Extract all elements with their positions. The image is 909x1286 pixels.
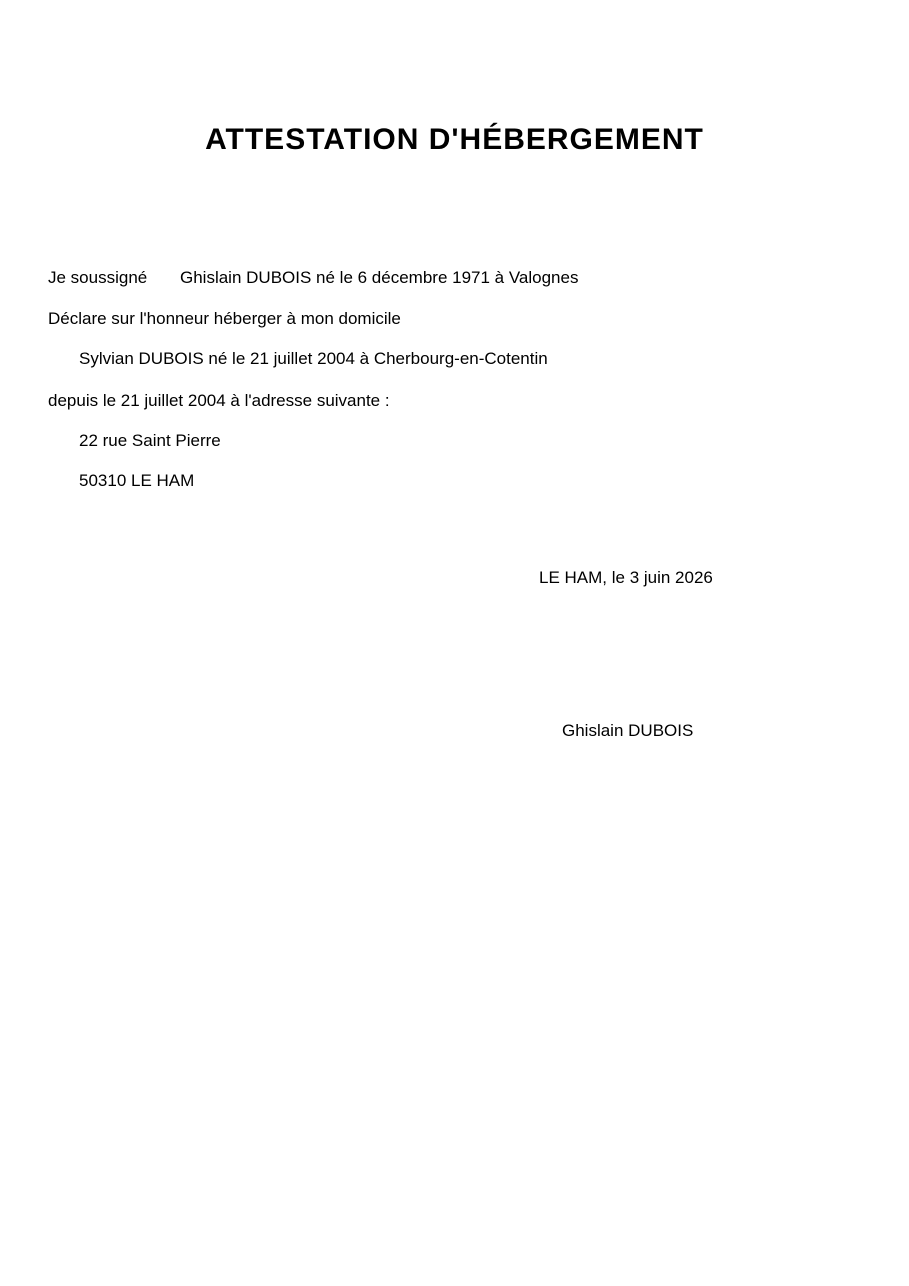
address-city: 50310 LE HAM (79, 471, 195, 490)
declarant-label: Je soussigné (48, 268, 148, 287)
address-street: 22 rue Saint Pierre (79, 431, 221, 450)
declarant-line (48, 266, 578, 290)
declaration-line: Déclare sur l'honneur héberger à mon domicile (48, 309, 401, 328)
place-and-date: LE HAM, le 3 juin 2026 (539, 568, 713, 587)
since-date-line: depuis le 21 juillet 2004 à l'adresse suivante : (48, 391, 390, 410)
hosted-person-line: Sylvian DUBOIS né le 21 juillet 2004 à Cherbourg-en-Cotentin (79, 349, 548, 368)
document-title: ATTESTATION D'HÉBERGEMENT (205, 123, 704, 156)
signature-name: Ghislain DUBOIS (562, 721, 694, 740)
declarant-identity: Ghislain DUBOIS né le 6 décembre 1971 à Valognes (180, 268, 579, 287)
